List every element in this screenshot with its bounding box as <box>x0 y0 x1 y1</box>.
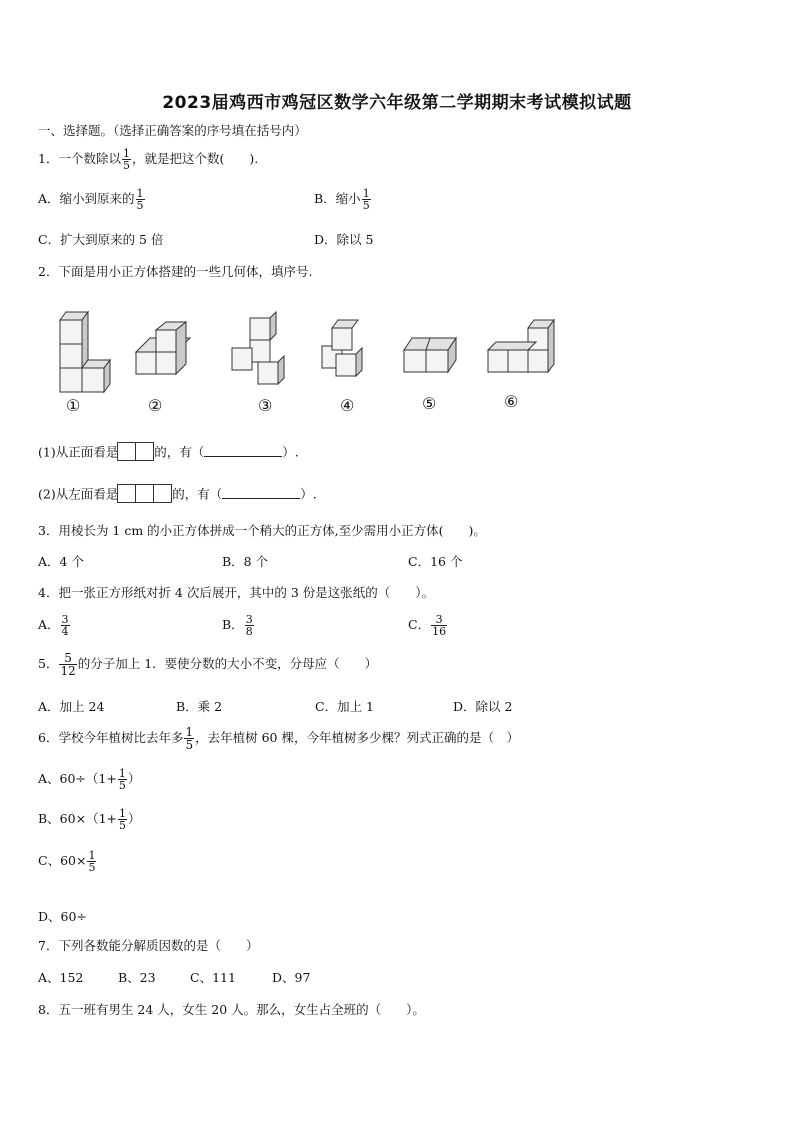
figure-6 <box>488 320 554 372</box>
question-8: 8．五一班有男生 24 人，女生 20 人。那么，女生占全班的（ ）。 <box>38 1002 425 1017</box>
section-heading: 一、选择题。（选择正确答案的序号填在括号内） <box>38 123 307 138</box>
q7-option-b: B、23 <box>118 970 156 985</box>
q1-option-a: A．缩小到原来的 $\frac{1}{5}$ <box>38 187 144 212</box>
figure-label-2: ② <box>148 396 163 415</box>
q6-option-d: D、60÷ <box>38 909 87 924</box>
figure-label-3: ③ <box>258 396 273 415</box>
question-6: 6．学校今年植树比去年多 $\frac{1}{5}$ ，去年植树 60 棵，今年植树多少棵？列式正确的是（ ） <box>38 725 519 752</box>
figure-label-1: ① <box>66 396 81 415</box>
q4-option-c: C． $\frac{3}{16}$ <box>408 613 447 638</box>
q5-option-d: D．除以 2 <box>453 699 513 714</box>
q5-option-b: B．乘 2 <box>176 699 223 714</box>
q5-option-a: A．加上 24 <box>38 699 105 714</box>
figure-2 <box>136 322 190 374</box>
figure-label-4: ④ <box>340 396 355 415</box>
q5-option-c: C．加上 1 <box>315 699 374 714</box>
question-1: 1．一个数除以 $\frac{1}{5}$ ，就是把这个数( ). <box>38 147 259 172</box>
q2-sub-2: (2)从左面看是 的，有（ ）. <box>38 484 317 506</box>
answer-blank-2[interactable] <box>222 486 300 499</box>
cube-figures <box>40 292 560 422</box>
page-title: 2023届鸡西市鸡冠区数学六年级第二学期期末考试模拟试题 <box>162 93 632 113</box>
three-square-view-icon <box>118 484 172 506</box>
q6-option-b: B、60×（1+ $\frac{1}{5}$ ） <box>38 807 141 832</box>
q6-option-a: A、60÷（1+ $\frac{1}{5}$ ） <box>38 767 141 792</box>
q4-option-b: B． $\frac{3}{8}$ <box>222 613 253 638</box>
q7-option-c: C、111 <box>190 970 236 985</box>
q2-sub-1: (1)从正面看是 的，有（ ）. <box>38 442 299 464</box>
figure-1 <box>60 312 110 392</box>
q3-option-c: C．16 个 <box>408 554 463 569</box>
question-4: 4．把一张正方形纸对折 4 次后展开，其中的 3 份是这张纸的（ ）。 <box>38 585 435 600</box>
q6-option-c: C、60× $\frac{1}{5}$ <box>38 849 96 874</box>
q4-option-a: A． $\frac{3}{4}$ <box>38 613 69 638</box>
q7-option-a: A、152 <box>38 970 84 985</box>
answer-blank-1[interactable] <box>204 444 282 457</box>
question-5: 5． $\frac{5}{12}$ 的分子加上 1．要使分数的大小不变，分母应（ ） <box>38 651 378 678</box>
q3-option-a: A．4 个 <box>38 554 84 569</box>
figure-5 <box>404 338 456 372</box>
q1-option-d: D．除以 5 <box>314 232 374 247</box>
q1-option-b: B．缩小 $\frac{1}{5}$ <box>314 187 370 212</box>
question-2: 2．下面是用小正方体搭建的一些几何体，填序号. <box>38 264 313 279</box>
figure-label-5: ⑤ <box>422 394 437 413</box>
q1-option-c: C．扩大到原来的 5 倍 <box>38 232 164 247</box>
figure-4 <box>322 320 362 376</box>
q7-option-d: D、97 <box>272 970 311 985</box>
q3-option-b: B．8 个 <box>222 554 269 569</box>
question-3: 3．用棱长为 1 cm 的小正方体拼成一个稍大的正方体,至少需用小正方体( )。 <box>38 523 486 538</box>
figure-label-6: ⑥ <box>504 392 519 411</box>
figure-3 <box>232 312 284 384</box>
question-7: 7．下列各数能分解质因数的是（ ） <box>38 938 259 953</box>
two-square-view-icon <box>118 442 154 464</box>
